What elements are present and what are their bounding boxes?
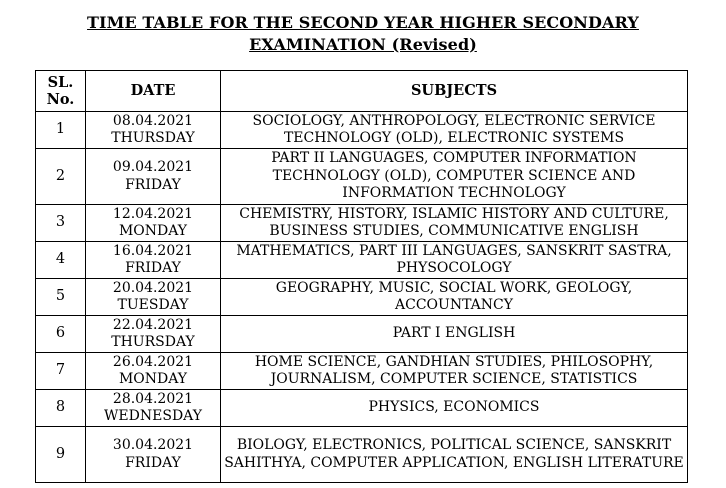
sl-cell: 8 [36, 390, 86, 427]
day-value: MONDAY [118, 371, 188, 387]
header-sl-no [36, 71, 86, 112]
subjects-cell: HOME SCIENCE, GANDHIAN STUDIES, PHILOSOPHY, JOURNALISM, COMPUTER SCIENCE, STATISTICS [221, 353, 688, 390]
subjects-cell: CHEMISTRY, HISTORY, ISLAMIC HISTORY AND CULTURE, BUSINESS STUDIES, COMMUNICATIVE ENGLISH [221, 205, 688, 242]
date-cell [86, 316, 221, 353]
timetable [35, 70, 688, 483]
sl-cell: 1 [36, 112, 86, 149]
subjects-cell: GEOGRAPHY, MUSIC, SOCIAL WORK, GEOLOGY, ACCOUNTANCY [221, 279, 688, 316]
date-cell [86, 390, 221, 427]
header-sl-line2: No. [46, 91, 75, 108]
date-cell [86, 427, 221, 483]
sl-cell: 6 [36, 316, 86, 353]
date-value: 09.04.2021 [112, 159, 194, 175]
table-row [36, 205, 688, 242]
header-subjects: SUBJECTS [221, 71, 688, 112]
subjects-cell: SOCIOLOGY, ANTHROPOLOGY, ELECTRONIC SERVICE TECHNOLOGY (OLD), ELECTRONIC SYSTEMS [221, 112, 688, 149]
day-value: MONDAY [118, 223, 188, 239]
table-row [36, 427, 688, 483]
date-cell [86, 279, 221, 316]
sl-cell: 5 [36, 279, 86, 316]
day-value: FRIDAY [125, 260, 181, 276]
date-value: 08.04.2021 [112, 112, 194, 129]
date-cell [86, 242, 221, 279]
sl-cell: 7 [36, 353, 86, 390]
table-row [36, 112, 688, 149]
table-row [36, 390, 688, 427]
table-row [36, 279, 688, 316]
table-row [36, 242, 688, 279]
sl-cell: 3 [36, 205, 86, 242]
date-value: 28.04.2021 [112, 390, 194, 407]
subjects-cell: BIOLOGY, ELECTRONICS, POLITICAL SCIENCE, SANSKRIT SAHITHYA, COMPUTER APPLICATION, ENGLISH LITERATURE [221, 427, 688, 483]
sl-cell: 4 [36, 242, 86, 279]
subjects-cell: PART II LANGUAGES, COMPUTER INFORMATION TECHNOLOGY (OLD), COMPUTER SCIENCE AND INFORMATION TECHNOLOGY [221, 149, 688, 205]
date-cell [86, 112, 221, 149]
date-cell [86, 353, 221, 390]
header-row [36, 71, 688, 112]
subjects-cell: PHYSICS, ECONOMICS [221, 390, 688, 427]
subjects-cell: PART I ENGLISH [221, 316, 688, 353]
header-sl-line1: SL. [47, 73, 74, 91]
day-value: FRIDAY [125, 454, 181, 471]
sl-cell: 2 [36, 149, 86, 205]
date-value: 20.04.2021 [112, 279, 194, 296]
date-value: 26.04.2021 [112, 353, 194, 370]
day-value: THURSDAY [111, 130, 195, 146]
date-value: 22.04.2021 [112, 316, 194, 333]
table-row [36, 316, 688, 353]
date-value: 30.04.2021 [112, 437, 194, 453]
date-cell [86, 149, 221, 205]
subjects-cell: MATHEMATICS, PART III LANGUAGES, SANSKRIT SASTRA, PHYSOCOLOGY [221, 242, 688, 279]
date-value: 16.04.2021 [112, 242, 194, 259]
date-value: 12.04.2021 [112, 205, 194, 222]
page-title [0, 12, 726, 56]
title-line-1: TIME TABLE FOR THE SECOND YEAR HIGHER SECONDARY [87, 13, 639, 32]
header-date: DATE [86, 71, 221, 112]
title-line-2: EXAMINATION (Revised) [249, 35, 477, 54]
table-row [36, 353, 688, 390]
day-value: FRIDAY [125, 176, 181, 193]
sl-cell: 9 [36, 427, 86, 483]
table-row [36, 149, 688, 205]
day-value: WEDNESDAY [104, 408, 202, 424]
date-cell [86, 205, 221, 242]
day-value: TUESDAY [117, 297, 189, 313]
day-value: THURSDAY [111, 334, 195, 350]
